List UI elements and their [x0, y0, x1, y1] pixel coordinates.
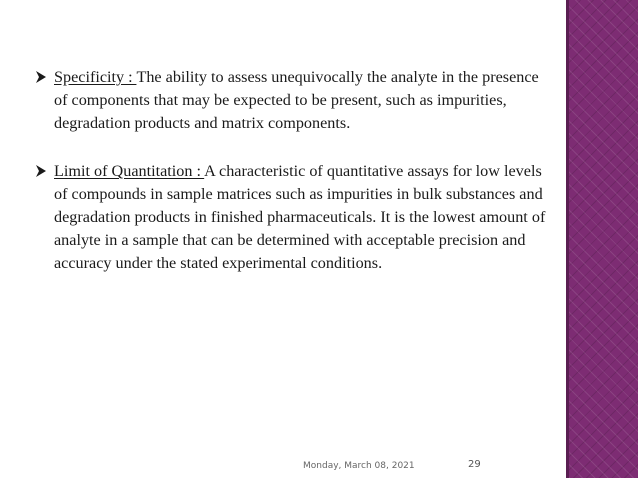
- decorative-sidebar: [569, 0, 638, 478]
- bullet-text: A characteristic of quantitative assays for low levels of compounds in sample matrices such as impurities in bulk substances and degradation products in finished pharmaceuticals. It is the lowest amount of analyte in a sample that can be determined with acceptable precision and accuracy under the stated experimental conditions.: [54, 162, 546, 272]
- bullet-limit-of-quantitation: [34, 160, 554, 275]
- bullet-term: Limit of Quantitation :: [54, 162, 205, 180]
- slide-content: [34, 66, 554, 275]
- bullet-term: Specificity :: [54, 68, 137, 86]
- arrow-bullet-icon: [34, 161, 48, 181]
- bullet-specificity: [34, 66, 554, 135]
- bullet-text: The ability to assess unequivocally the analyte in the presence of components that may be expected to be present, such as impurities, degradation products and matrix components.: [54, 68, 539, 132]
- footer-date: Monday, March 08, 2021: [303, 461, 415, 471]
- arrow-bullet-icon: [34, 67, 48, 87]
- footer-page-number: 29: [468, 459, 481, 470]
